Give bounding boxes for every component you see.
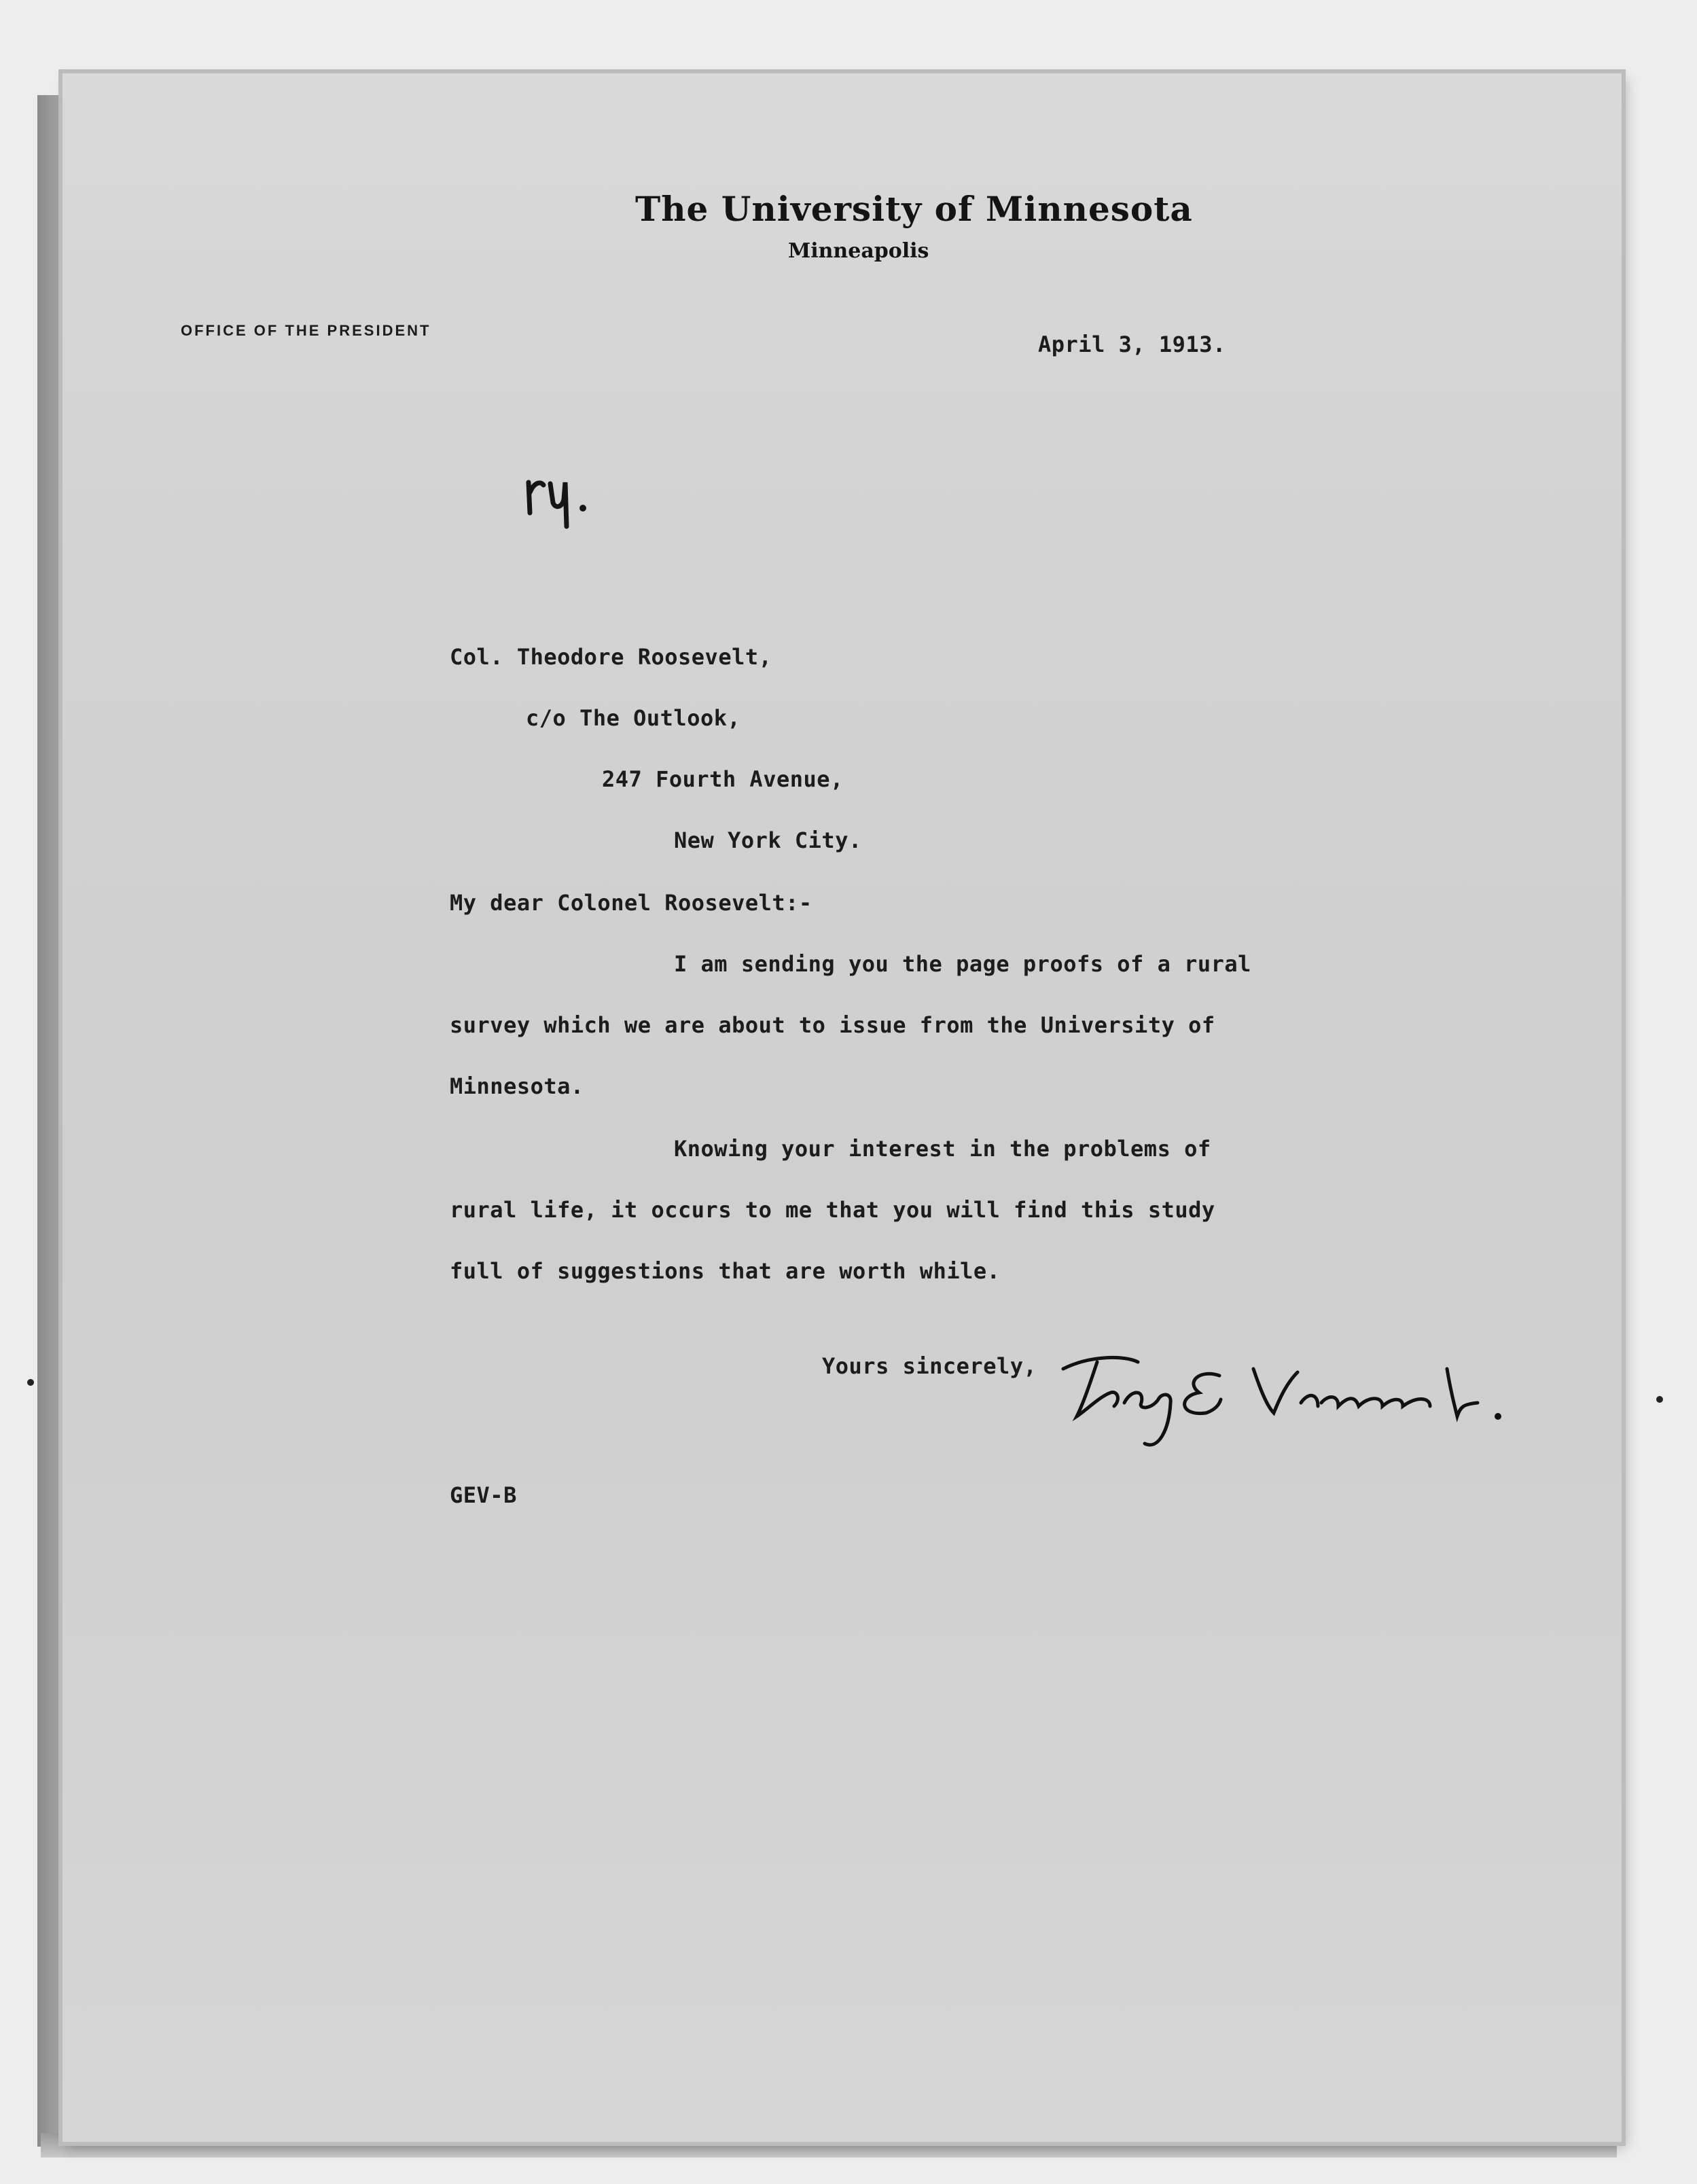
salutation: My dear Colonel Roosevelt:- <box>450 890 812 916</box>
body-paragraph-2-line-2: rural life, it occurs to me that you will find this study <box>450 1197 1215 1223</box>
address-line-3: 247 Fourth Avenue, <box>602 766 844 792</box>
letterhead-office: OFFICE OF THE PRESIDENT <box>181 322 431 339</box>
body-paragraph-2-line-1: Knowing your interest in the problems of <box>674 1136 1211 1162</box>
closing: Yours sincerely, <box>822 1353 1037 1379</box>
letterhead-city: Minneapolis <box>788 239 929 263</box>
body-paragraph-1-line-1: I am sending you the page proofs of a rural <box>674 951 1251 977</box>
handwritten-mark-icon <box>522 462 596 530</box>
typist-initials: GEV-B <box>450 1482 517 1508</box>
body-paragraph-1-line-3: Minnesota. <box>450 1073 584 1099</box>
letter-date: April 3, 1913. <box>1038 332 1226 357</box>
letter-sheet <box>62 73 1622 2142</box>
signature-icon <box>1050 1342 1525 1457</box>
dust-speck <box>27 1379 34 1386</box>
address-line-4: New York City. <box>674 827 862 853</box>
body-paragraph-2-line-3: full of suggestions that are worth while. <box>450 1258 1001 1284</box>
dust-speck <box>1656 1396 1663 1403</box>
address-line-1: Col. Theodore Roosevelt, <box>450 644 772 670</box>
letterhead-institution: The University of Minnesota <box>635 189 1193 229</box>
address-line-2: c/o The Outlook, <box>526 705 741 731</box>
body-paragraph-1-line-2: survey which we are about to issue from the University of <box>450 1012 1215 1038</box>
